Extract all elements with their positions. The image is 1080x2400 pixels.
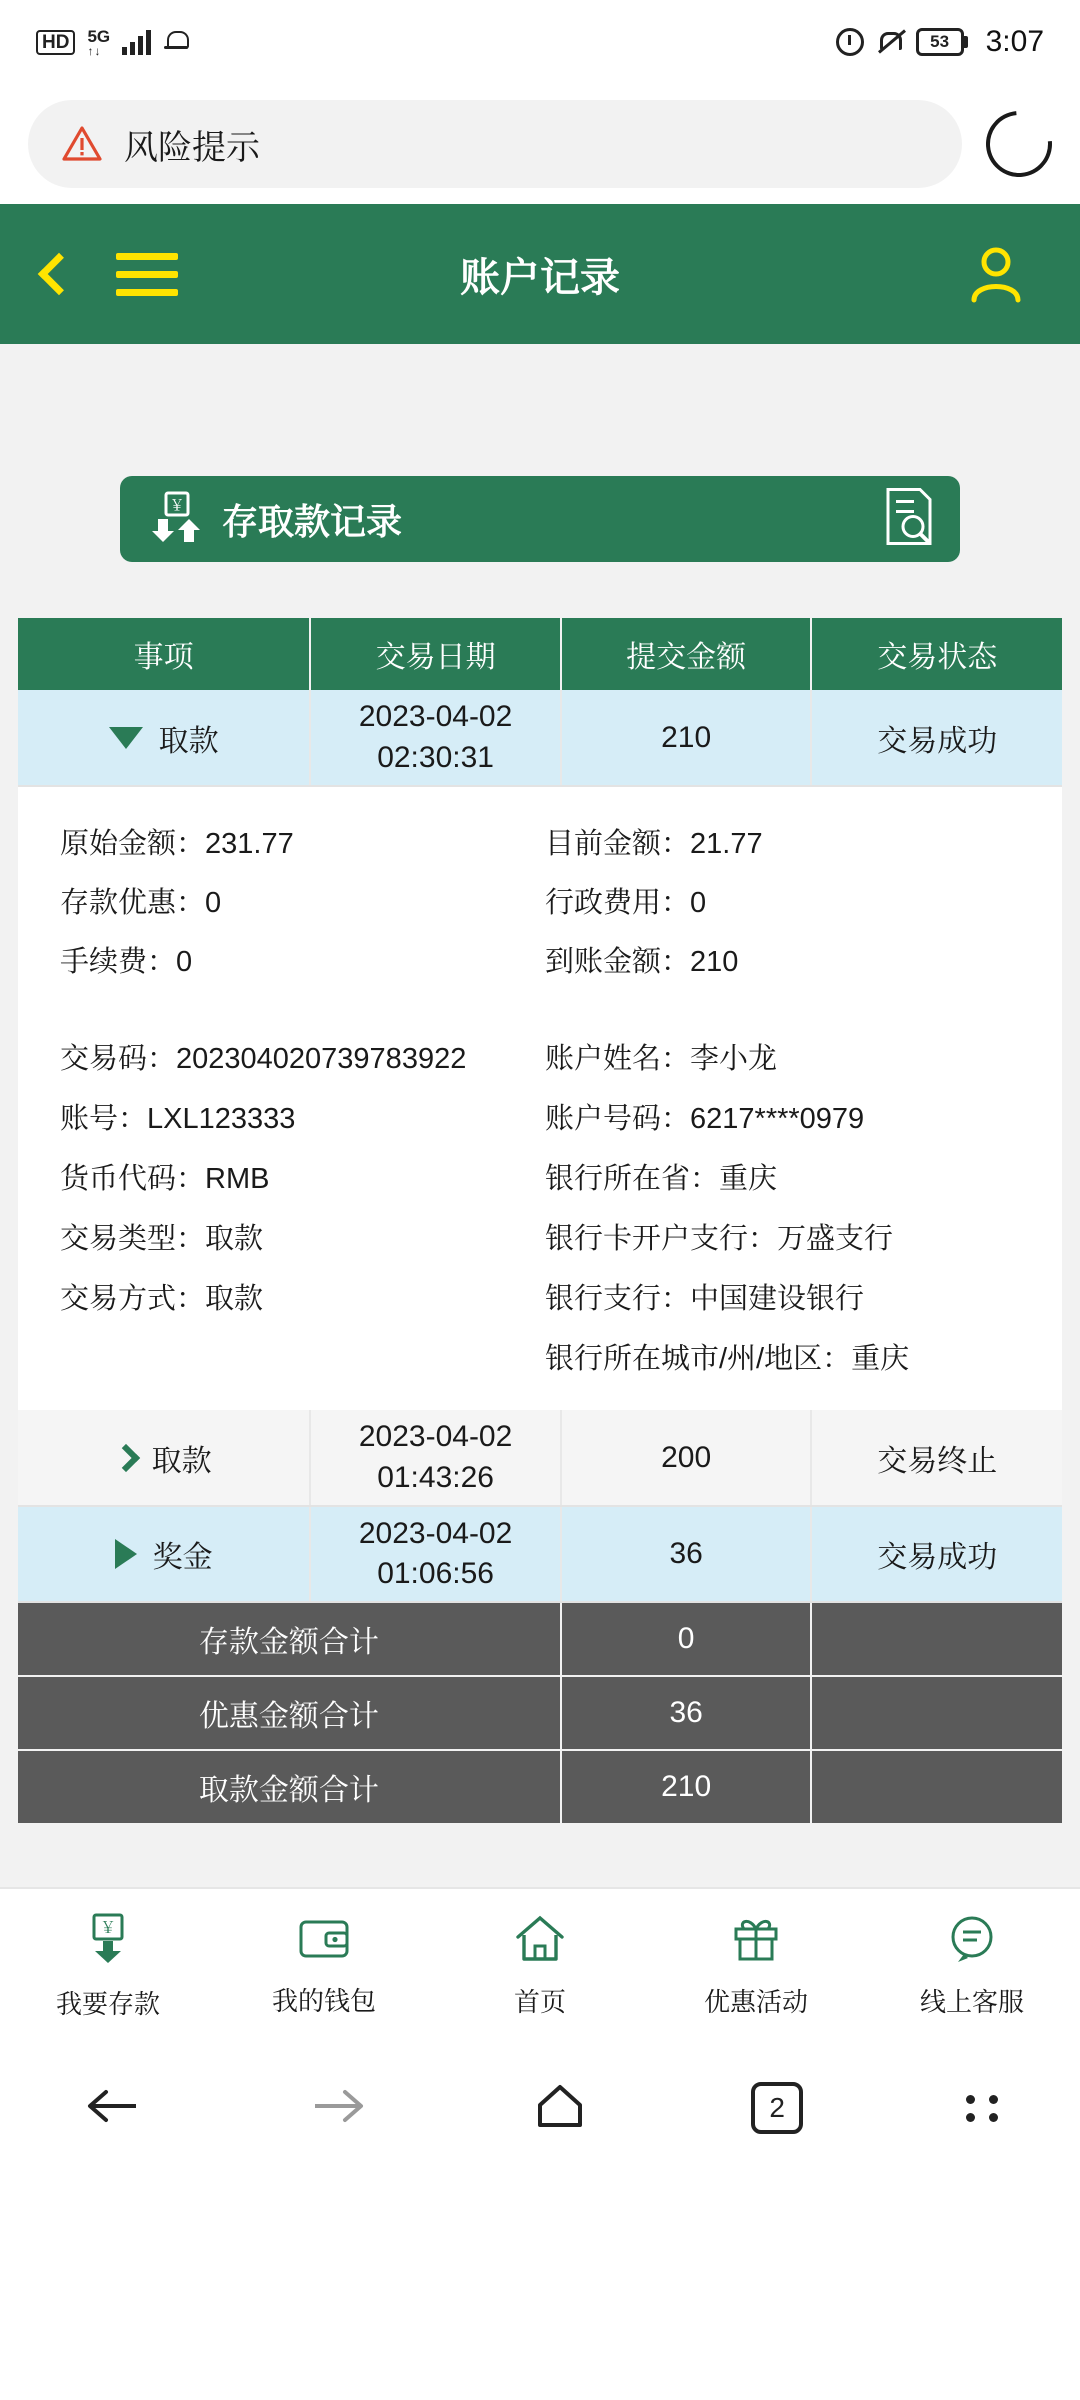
detail-label: 银行所在城市/州/地区： [545, 1343, 852, 1376]
deposit-icon [80, 1911, 136, 1972]
total-row [18, 1602, 1062, 1676]
total-value: 0 [561, 1602, 812, 1676]
gift-icon [728, 1913, 784, 1970]
detail-label: 行政费用： [545, 887, 691, 919]
detail-label: 交易方式： [60, 1283, 206, 1316]
signal-bars-icon [122, 29, 151, 55]
row-time-label: 01:43:26 [377, 1460, 494, 1494]
address-bar-text: 风险提示 [124, 128, 260, 167]
detail-value: 210 [690, 946, 739, 978]
row-date-label: 2023-04-02 [358, 1516, 513, 1550]
detail-field [545, 880, 1020, 921]
detail-field [60, 821, 535, 862]
table-row[interactable] [18, 690, 1062, 786]
row-time-label: 01:06:56 [377, 1557, 494, 1591]
row-time-label: 02:30:31 [377, 740, 494, 774]
detail-field [60, 1278, 535, 1320]
browser-toolbar [0, 84, 1080, 204]
table-row[interactable] [18, 1410, 1062, 1506]
total-row [18, 1676, 1062, 1750]
wallet-icon [296, 1914, 352, 1969]
tab-count-label: 2 [769, 2092, 785, 2124]
row-status-cell: 交易终止 [811, 1410, 1062, 1506]
tab-label: 我要存款 [55, 1989, 160, 2020]
row-amount-cell: 200 [561, 1410, 812, 1506]
detail-field [545, 1218, 1020, 1260]
detail-value: 0 [176, 946, 193, 978]
detail-label: 账号： [60, 1103, 148, 1136]
detail-label: 银行支行： [545, 1283, 691, 1316]
column-header-date: 交易日期 [310, 618, 561, 690]
total-value: 36 [561, 1676, 812, 1750]
svg-text:￥: ￥ [99, 1920, 117, 1938]
detail-value: 取款 [205, 1283, 264, 1316]
detail-field [60, 1338, 535, 1380]
row-amount-cell: 210 [561, 690, 812, 786]
deposit-withdraw-icon [146, 489, 204, 550]
row-item-label: 取款 [158, 724, 219, 758]
clock-label: 3:07 [985, 25, 1044, 58]
detail-value: LXL123333 [147, 1103, 296, 1136]
total-label: 取款金额合计 [18, 1750, 561, 1824]
detail-label: 到账金额： [545, 946, 691, 978]
row-date-label: 2023-04-02 [358, 1420, 513, 1454]
app-header [0, 204, 1080, 344]
detail-field [545, 939, 1020, 980]
detail-value: 202304020739783922 [176, 1043, 467, 1075]
more-dots-icon[interactable] [966, 2095, 998, 2122]
refresh-icon[interactable] [973, 98, 1066, 191]
detail-field [545, 1158, 1020, 1200]
detail-value: 中国建设银行 [690, 1283, 865, 1316]
system-status-bar [0, 0, 1080, 84]
row-amount-cell: 36 [561, 1506, 812, 1602]
detail-field [545, 821, 1020, 862]
detail-field [60, 1038, 535, 1080]
hd-badge-icon: HD [36, 30, 75, 55]
detail-label: 货币代码： [60, 1163, 206, 1196]
app-tab-bar [0, 1887, 1080, 2043]
tab-customer-service[interactable] [864, 1913, 1080, 2019]
detail-label: 账户姓名： [545, 1043, 691, 1075]
detail-field [545, 1038, 1020, 1080]
total-empty [811, 1676, 1062, 1750]
svg-text:￥: ￥ [169, 496, 185, 514]
detail-label: 手续费： [60, 946, 177, 978]
detail-cell [18, 786, 1062, 1410]
back-chevron-icon[interactable] [38, 253, 80, 295]
system-navigation-bar [0, 2043, 1080, 2173]
detail-value: 万盛支行 [777, 1223, 894, 1256]
tab-label: 首页 [513, 1987, 566, 2018]
total-value: 210 [561, 1750, 812, 1824]
section-header-label: 存取款记录 [222, 500, 403, 542]
table-header-row [18, 618, 1062, 690]
section-header-deposit-withdraw-records [120, 476, 960, 562]
detail-value: 取款 [205, 1223, 264, 1256]
battery-icon [916, 28, 968, 56]
row-item-cell[interactable] [18, 690, 310, 786]
detail-field [60, 1098, 535, 1140]
user-account-icon[interactable] [964, 242, 1028, 306]
total-empty [811, 1750, 1062, 1824]
detail-label: 存款优惠： [60, 887, 206, 919]
detail-label: 交易类型： [60, 1223, 206, 1256]
home-outline-icon[interactable] [532, 2081, 588, 2136]
triangle-right-icon[interactable] [115, 1539, 137, 1569]
row-date-cell [310, 1506, 561, 1602]
triangle-down-icon[interactable] [109, 727, 143, 749]
column-header-item: 事项 [18, 618, 310, 690]
column-header-amount: 提交金额 [561, 618, 812, 690]
forward-arrow-icon[interactable] [307, 2085, 369, 2132]
detail-amount-grid [60, 821, 1020, 980]
hamburger-icon[interactable] [116, 253, 178, 296]
tab-wallet[interactable] [216, 1914, 432, 2018]
battery-level-label: 53 [916, 28, 964, 56]
tab-count-button[interactable] [751, 2082, 803, 2134]
tab-home[interactable] [432, 1913, 648, 2019]
detail-value: 重庆 [851, 1343, 910, 1376]
tab-label: 我的钱包 [271, 1986, 376, 2017]
warning-icon [62, 125, 102, 163]
row-date-label: 2023-04-02 [358, 700, 513, 733]
detail-value: 231.77 [205, 828, 294, 860]
records-table [18, 618, 1062, 1825]
detail-value: 重庆 [719, 1163, 778, 1196]
tab-deposit[interactable] [0, 1911, 216, 2021]
page-title: 账户记录 [460, 255, 620, 300]
row-status-cell: 交易成功 [811, 1506, 1062, 1602]
mute-icon [876, 28, 904, 56]
row-date-cell [310, 1410, 561, 1506]
row-status-cell: 交易成功 [811, 690, 1062, 786]
row-item-label: 取款 [151, 1444, 212, 1478]
detail-label: 银行所在省： [545, 1163, 720, 1196]
detail-label: 原始金额： [60, 828, 206, 860]
detail-field [545, 1098, 1020, 1140]
detail-value: 0 [205, 887, 222, 919]
transaction-detail-panel [18, 787, 1062, 1410]
tab-label: 优惠活动 [703, 1987, 808, 2018]
page-body [0, 344, 1080, 1887]
tab-label: 线上客服 [919, 1987, 1024, 2018]
tab-promotions[interactable] [648, 1913, 864, 2019]
alarm-icon [836, 28, 864, 56]
detail-value: 21.77 [690, 828, 763, 860]
detail-field [60, 880, 535, 921]
detail-label: 目前金额： [545, 828, 691, 860]
detail-label: 交易码： [60, 1043, 177, 1075]
detail-label: 银行卡开户支行： [545, 1223, 778, 1256]
row-date-cell [310, 690, 561, 786]
records-table-wrapper [0, 618, 1080, 1825]
detail-field [60, 1218, 535, 1260]
detail-row [18, 786, 1062, 1410]
detail-field [545, 1278, 1020, 1320]
detail-label: 账户号码： [545, 1103, 691, 1136]
address-bar[interactable] [28, 100, 962, 188]
home-icon [512, 1913, 568, 1970]
total-empty [811, 1602, 1062, 1676]
detail-value: RMB [205, 1163, 270, 1196]
bell-icon [163, 29, 189, 55]
network-type-label: 5G ↑↓ [87, 26, 111, 58]
row-item-cell[interactable] [18, 1410, 310, 1506]
detail-info-grid [60, 1038, 1020, 1380]
detail-field [545, 1338, 1020, 1380]
total-label: 优惠金额合计 [18, 1676, 561, 1750]
row-item-label: 奖金 [152, 1541, 213, 1575]
chevron-right-icon[interactable] [112, 1444, 140, 1472]
column-header-status: 交易状态 [811, 618, 1062, 690]
detail-value: 李小龙 [690, 1043, 778, 1075]
detail-field [60, 939, 535, 980]
table-row[interactable] [18, 1506, 1062, 1602]
row-item-cell[interactable] [18, 1506, 310, 1602]
detail-value: 6217****0979 [690, 1103, 865, 1136]
total-row [18, 1750, 1062, 1824]
detail-value: 0 [690, 887, 707, 919]
back-arrow-icon[interactable] [82, 2085, 144, 2132]
document-search-icon[interactable] [880, 486, 938, 553]
customer-service-icon [944, 1913, 1000, 1970]
total-label: 存款金额合计 [18, 1602, 561, 1676]
detail-field [60, 1158, 535, 1200]
